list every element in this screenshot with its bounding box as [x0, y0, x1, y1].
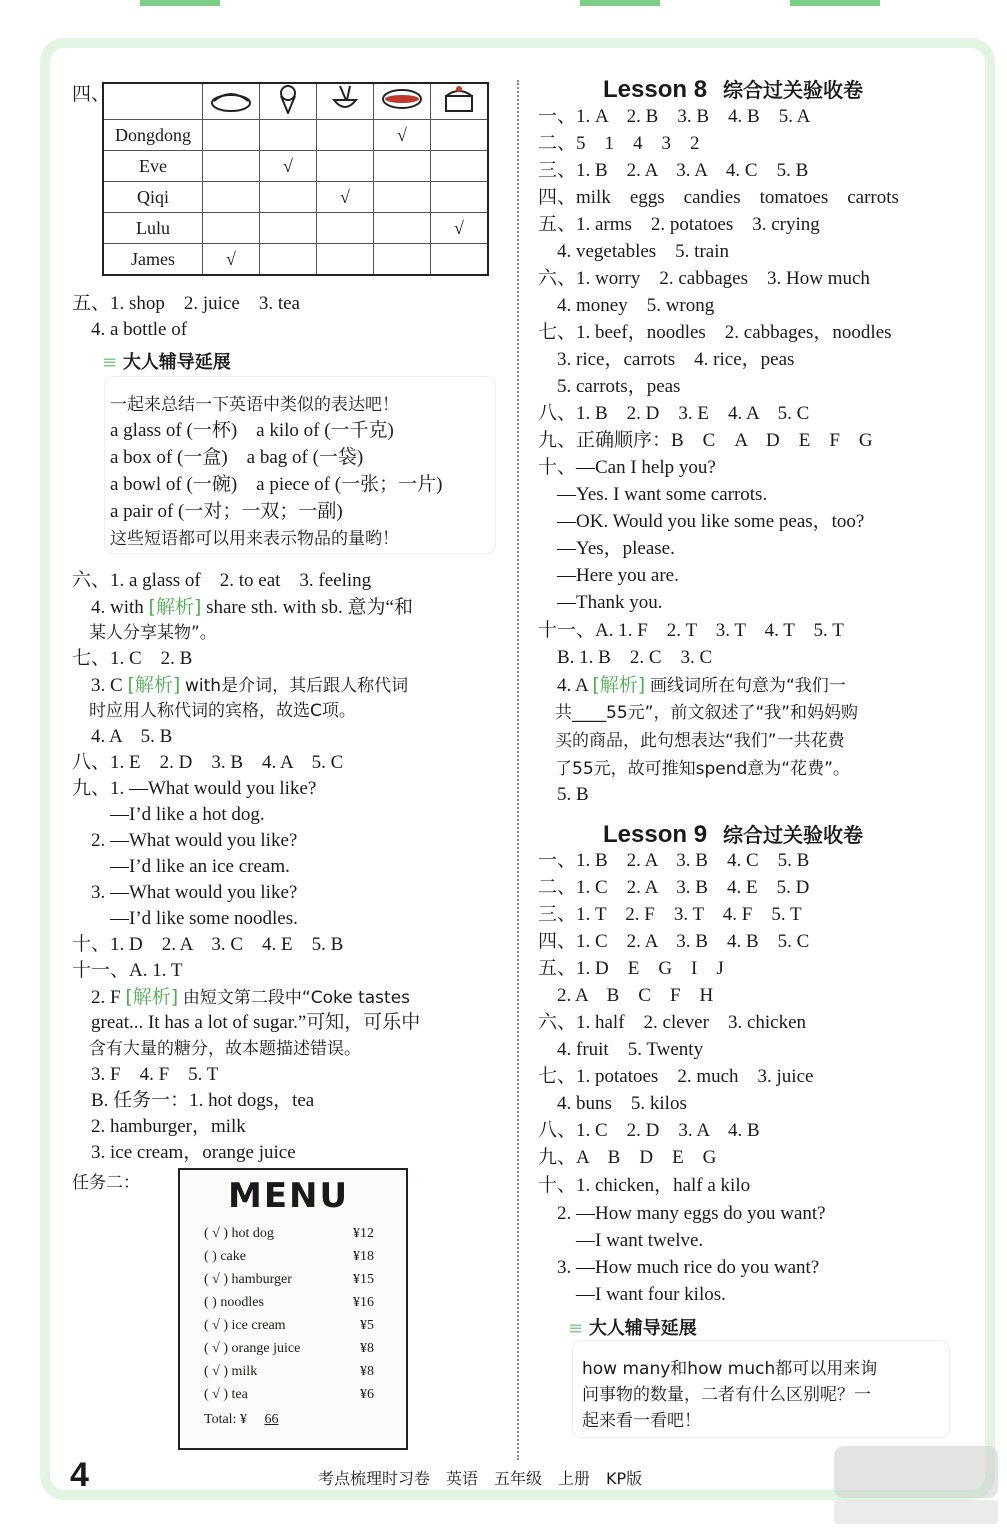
answer-line: 4. money 5. wrong	[538, 295, 715, 316]
answer-line: 5. carrots，peas	[538, 376, 681, 397]
answer-line: —OK. Would you like some peas，too?	[538, 511, 865, 532]
answer-line: —I want twelve.	[538, 1230, 704, 1251]
check-mark: √	[203, 244, 260, 276]
answer-line: 3. C [解析] with是介词，其后跟人称代词	[72, 674, 409, 696]
answer-line: 八、1. B 2. D 3. E 4. A 5. C	[538, 403, 810, 424]
answer-line: 二、1. C 2. A 3. B 4. E 5. D	[538, 877, 810, 898]
table-row: Eve √	[103, 151, 488, 182]
answer-line: 2. F [解析] 由短文第二段中“Coke tastes	[72, 986, 411, 1008]
answer-line: 2. A B C F H	[538, 985, 714, 1006]
answer-line: 七、1. potatoes 2. much 3. juice	[538, 1066, 814, 1087]
answer-line: 七、1. C 2. B	[72, 648, 193, 669]
check-mark: √	[431, 213, 489, 244]
answer-line: 3. —How much rice do you want?	[538, 1257, 820, 1278]
answer-line: 五、1. D E G I J	[538, 958, 724, 979]
answer-line: great... It has a lot of sugar.”可知，可乐中	[72, 1012, 421, 1033]
analysis-tag: [解析]	[148, 596, 202, 618]
answer-line: 十、1. D 2. A 3. C 4. E 5. B	[72, 934, 344, 955]
table-row: Dongdong √	[103, 120, 488, 151]
tips-line: 问事物的数量，二者有什么区别呢？一	[582, 1385, 871, 1405]
answer-line: 3. ice cream，orange juice	[72, 1142, 296, 1163]
answer-line: 4. a bottle of	[72, 319, 188, 340]
menu-item: ( ) noodles ¥16	[204, 1295, 374, 1310]
answer-line: 三、1. T 2. F 3. T 4. F 5. T	[538, 904, 802, 925]
answer-line: 2. —How many eggs do you want?	[538, 1203, 826, 1224]
answer-line: 买的商品，此句想表达“我们”一共花费	[538, 731, 845, 751]
answer-line: 八、1. C 2. D 3. A 4. B	[538, 1120, 760, 1141]
tips-line: how many和how much都可以用来询	[582, 1359, 878, 1379]
answer-line: 2. —What would you like?	[72, 830, 298, 851]
watermark-logo	[832, 1442, 1000, 1528]
answer-line: 六、1. worry 2. cabbages 3. How much	[538, 268, 870, 289]
tips-line: 起来看一看吧！	[582, 1411, 701, 1431]
menu-card	[178, 1168, 408, 1450]
answer-line: 九、正确顺序：B C A D E F G	[538, 430, 873, 451]
analysis-tag: [解析]	[592, 674, 646, 696]
analysis-tag: [解析]	[127, 674, 181, 696]
answer-line: 九、A B D E G	[538, 1147, 717, 1168]
answer-line: 了55元，故可推知spend意为“花费”。	[538, 759, 850, 779]
answer-line: —Thank you.	[538, 592, 663, 613]
page-number: 4	[70, 1456, 89, 1494]
answer-line: 八、1. E 2. D 3. B 4. A 5. C	[72, 752, 344, 773]
answer-line: 十、1. chicken，half a kilo	[538, 1175, 751, 1196]
cake-icon	[431, 83, 489, 120]
answer-line: 3. F 4. F 5. T	[72, 1064, 219, 1085]
answer-line: 九、1. —What would you like?	[72, 778, 317, 799]
answer-line: 七、1. beef，noodles 2. cabbages，noodles	[538, 322, 892, 343]
hot-dog-icon	[374, 83, 431, 120]
bread-icon	[203, 83, 260, 120]
lesson-9-heading: Lesson 9 综合过关验收卷	[603, 821, 864, 848]
top-bar	[140, 0, 220, 6]
answer-line: 4. vegetables 5. train	[538, 241, 730, 262]
answer-line: 4. A [解析] 画线词所在句意为“我们一	[538, 674, 846, 696]
food-table	[102, 82, 489, 276]
menu-item: ( √ ) milk ¥8	[204, 1364, 374, 1379]
footer-text: 考点梳理时习卷 英语 五年级 上册 KP版	[318, 1469, 643, 1488]
answer-line: 时应用人称代词的宾格，故选C项。	[72, 701, 356, 721]
answer-line: —I’d like a hot dog.	[72, 804, 265, 825]
column-divider	[517, 80, 519, 1460]
analysis-tag: [解析]	[125, 986, 179, 1008]
tips-line: a glass of (一杯) a kilo of (一千克)	[110, 420, 394, 441]
answer-line: 3. rice，carrots 4. rice，peas	[538, 349, 795, 370]
top-bar	[580, 0, 660, 6]
menu-item: ( √ ) orange juice ¥8	[204, 1341, 374, 1356]
menu-title: MENU	[228, 1176, 350, 1216]
answer-line: 三、1. B 2. A 3. A 4. C 5. B	[538, 160, 809, 181]
check-mark: √	[260, 151, 317, 182]
table-row: James √	[103, 244, 488, 276]
answer-line: 六、1. half 2. clever 3. chicken	[538, 1012, 807, 1033]
tips-title: ≡ 大人辅导延展	[102, 348, 231, 374]
menu-item: ( √ ) hot dog ¥12	[204, 1226, 374, 1241]
answer-line: —Here you are.	[538, 565, 679, 586]
answer-line: 四、milk eggs candies tomatoes carrots	[538, 187, 899, 208]
lesson-8-heading: Lesson 8 综合过关验收卷	[603, 76, 864, 103]
noodles-icon	[317, 83, 374, 120]
check-mark: √	[317, 182, 374, 213]
tips-line: 一起来总结一下英语中类似的表达吧！	[110, 395, 399, 415]
answer-line: 4. buns 5. kilos	[538, 1093, 687, 1114]
answer-line: 十、—Can I help you?	[538, 457, 716, 478]
tips-title: ≡ 大人辅导延展	[568, 1314, 697, 1340]
answer-line: 4. A 5. B	[72, 726, 173, 747]
table-row: Qiqi √	[103, 182, 488, 213]
answer-line: 五、1. arms 2. potatoes 3. crying	[538, 214, 820, 235]
answer-line: 3. —What would you like?	[72, 882, 298, 903]
check-mark: √	[374, 120, 431, 151]
answer-line: 二、5 1 4 3 2	[538, 133, 700, 154]
menu-item: ( ) cake ¥18	[204, 1249, 374, 1264]
answer-line: 含有大量的糖分，故本题描述错误。	[72, 1039, 361, 1059]
answer-line: 任务二：	[72, 1173, 140, 1193]
answer-line: —I want four kilos.	[538, 1284, 726, 1305]
answer-line: 某人分享某物”。	[72, 623, 217, 643]
answer-line: B. 任务一：1. hot dogs，tea	[72, 1090, 315, 1111]
menu-total: Total: ¥ 66	[204, 1412, 279, 1427]
menu-item: ( √ ) ice cream ¥5	[204, 1318, 374, 1333]
tips-line: a box of (一盒) a bag of (一袋)	[110, 447, 364, 468]
answer-line: 四、1. C 2. A 3. B 4. B 5. C	[538, 931, 810, 952]
answer-line: 4. with [解析] share sth. with sb. 意为“和	[72, 596, 413, 618]
answer-line: 5. B	[538, 784, 589, 805]
answer-line: 十一、A. 1. F 2. T 3. T 4. T 5. T	[538, 620, 844, 641]
answer-line: —I’d like some noodles.	[72, 908, 298, 929]
menu-item: ( √ ) hamburger ¥15	[204, 1272, 374, 1287]
tips-line: a bowl of (一碗) a piece of (一张；一片)	[110, 474, 443, 495]
answer-line: 六、1. a glass of 2. to eat 3. feeling	[72, 570, 372, 591]
ice-cream-icon	[260, 83, 317, 120]
menu-item: ( √ ) tea ¥6	[204, 1387, 374, 1402]
answer-line: B. 1. B 2. C 3. C	[538, 647, 713, 668]
top-bar	[790, 0, 880, 6]
answer-line: 4. fruit 5. Twenty	[538, 1039, 704, 1060]
section-4-label: 四、	[72, 84, 111, 105]
tips-line: 这些短语都可以用来表示物品的量哟！	[110, 529, 399, 549]
answer-line: 一、1. A 2. B 3. B 4. B 5. A	[538, 106, 811, 127]
answer-line: 2. hamburger，milk	[72, 1116, 246, 1137]
answer-line: —I’d like an ice cream.	[72, 856, 290, 877]
answer-line: —Yes. I want some carrots.	[538, 484, 768, 505]
table-row: Lulu √	[103, 213, 488, 244]
answer-line: 共____55元”，前文叙述了“我”和妈妈购	[538, 703, 859, 723]
answer-line: 十一、A. 1. T	[72, 960, 183, 981]
answer-line: —Yes，please.	[538, 538, 675, 559]
tips-line: a pair of (一对；一双；一副)	[110, 501, 343, 522]
answer-line: 一、1. B 2. A 3. B 4. C 5. B	[538, 850, 810, 871]
answer-line: 五、1. shop 2. juice 3. tea	[72, 293, 300, 314]
